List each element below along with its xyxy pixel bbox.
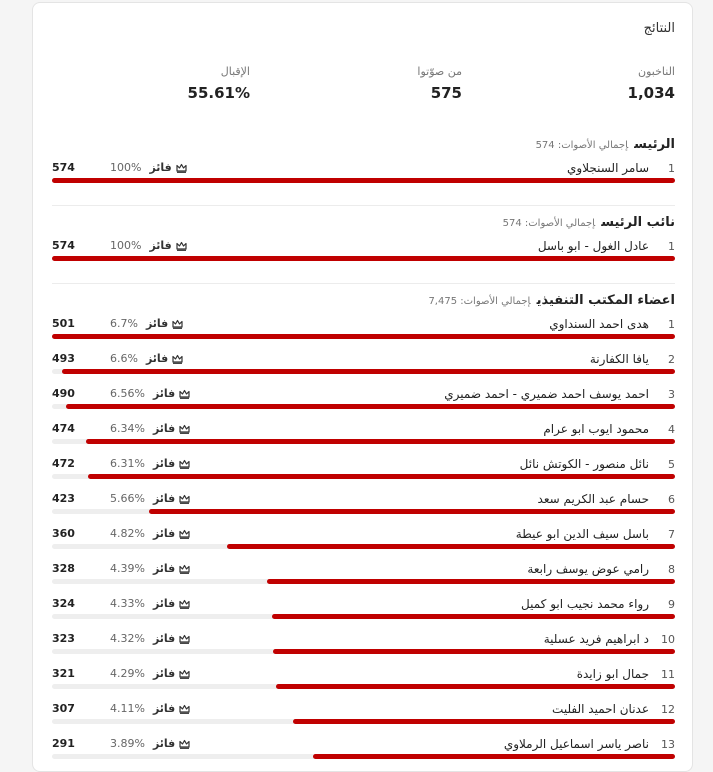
crown-icon — [179, 529, 190, 542]
stat-label: الناخبون — [638, 65, 675, 78]
vote-bar-fill — [62, 369, 675, 374]
crown-icon — [179, 704, 190, 717]
winner-label: فائز — [149, 239, 172, 252]
vote-bar-track — [52, 684, 675, 689]
vote-count: 323 — [52, 632, 75, 645]
vote-bar-fill — [276, 684, 675, 689]
vote-bar-fill — [66, 404, 675, 409]
winner-badge — [110, 317, 183, 332]
candidate-name: نائل منصور - الكوتش نائل — [519, 457, 649, 471]
vote-count: 490 — [52, 387, 75, 400]
vote-bar-fill — [267, 579, 675, 584]
crown-icon — [176, 241, 187, 254]
stat-label: من صوّتوا — [417, 65, 462, 78]
vote-bar-track — [52, 754, 675, 759]
section-header — [536, 133, 675, 151]
vote-bar-track — [52, 649, 675, 654]
winner-badge — [110, 352, 183, 367]
candidate-row — [52, 491, 675, 526]
vote-percentage: 6.34% — [110, 422, 145, 435]
vote-bar-track — [52, 509, 675, 514]
vote-bar-track — [52, 369, 675, 374]
winner-label: فائز — [152, 702, 176, 715]
crown-icon — [179, 634, 190, 647]
candidate-rank: 9 — [668, 598, 675, 611]
vote-percentage: 4.39% — [110, 562, 145, 575]
candidate-rank: 10 — [661, 633, 675, 646]
vote-bar-fill — [88, 474, 675, 479]
stat-value: 55.61% — [187, 84, 250, 102]
candidate-row — [52, 526, 675, 561]
vote-percentage: 4.29% — [110, 667, 145, 680]
vote-count: 324 — [52, 597, 75, 610]
section-divider — [52, 205, 675, 206]
vote-bar-track — [52, 334, 675, 339]
winner-badge — [110, 387, 190, 402]
vote-bar-track — [52, 178, 675, 183]
vote-count: 474 — [52, 422, 75, 435]
candidate-name: محمود ايوب ابو عرام — [543, 422, 649, 436]
crown-icon — [172, 354, 183, 367]
winner-badge — [110, 161, 187, 176]
candidate-rank: 8 — [668, 563, 675, 576]
candidate-row — [52, 456, 675, 491]
winner-badge — [110, 737, 190, 752]
candidate-row — [52, 666, 675, 701]
vote-count: 360 — [52, 527, 75, 540]
vote-bar-fill — [313, 754, 675, 759]
candidate-row — [52, 160, 675, 195]
results-card — [32, 2, 693, 772]
vote-bar-fill — [273, 649, 675, 654]
candidate-rank: 1 — [668, 240, 675, 253]
vote-percentage: 100% — [110, 239, 142, 252]
winner-label: فائز — [152, 422, 176, 435]
winner-label: فائز — [152, 597, 176, 610]
winner-label: فائز — [152, 737, 176, 750]
candidate-rank: 13 — [661, 738, 675, 751]
vote-bar-fill — [52, 334, 675, 339]
section-total-votes: إجمالي الأصوات: 7,475 — [428, 296, 531, 307]
winner-label: فائز — [149, 161, 172, 174]
vote-count: 574 — [52, 161, 75, 174]
vote-percentage: 4.33% — [110, 597, 145, 610]
vote-bar-track — [52, 544, 675, 549]
crown-icon — [179, 459, 190, 472]
candidate-row — [52, 316, 675, 351]
candidate-name: رواء محمد نجيب ابو كميل — [521, 597, 649, 611]
candidate-row — [52, 561, 675, 596]
vote-bar-fill — [52, 178, 675, 183]
vote-bar-track — [52, 614, 675, 619]
vote-count: 493 — [52, 352, 75, 365]
vote-bar-fill — [86, 439, 675, 444]
section-title: الرئيس — [634, 137, 675, 152]
candidate-rank: 2 — [668, 353, 675, 366]
candidate-rank: 4 — [668, 423, 675, 436]
vote-percentage: 6.7% — [110, 317, 138, 330]
stat-value: 575 — [430, 84, 462, 102]
vote-percentage: 4.82% — [110, 527, 145, 540]
vote-bar-track — [52, 474, 675, 479]
winner-badge — [110, 597, 190, 612]
vote-percentage: 6.6% — [110, 352, 138, 365]
candidate-rank: 1 — [668, 318, 675, 331]
section-header — [428, 289, 675, 307]
candidate-name: احمد يوسف احمد ضميري - احمد ضميري — [444, 387, 649, 401]
candidate-rank: 3 — [668, 388, 675, 401]
vote-bar-fill — [52, 256, 675, 261]
vote-bar-fill — [149, 509, 675, 514]
page-title: النتائج — [643, 21, 675, 36]
winner-badge — [110, 239, 187, 254]
candidate-row — [52, 238, 675, 273]
candidate-name: حسام عبد الكريم سعد — [537, 492, 649, 506]
candidate-row — [52, 631, 675, 666]
vote-bar-track — [52, 579, 675, 584]
vote-percentage: 6.56% — [110, 387, 145, 400]
winner-label: فائز — [152, 387, 176, 400]
candidate-name: عدنان احميد الفليت — [552, 702, 649, 716]
vote-count: 307 — [52, 702, 75, 715]
vote-percentage: 5.66% — [110, 492, 145, 505]
candidate-name: د ابراهيم فريد عسلية — [543, 632, 649, 646]
winner-badge — [110, 492, 190, 507]
vote-percentage: 6.31% — [110, 457, 145, 470]
candidate-name: جمال ابو زايدة — [576, 667, 649, 681]
section-total-votes: إجمالي الأصوات: 574 — [502, 218, 596, 229]
candidate-row — [52, 421, 675, 456]
vote-bar-track — [52, 404, 675, 409]
winner-badge — [110, 422, 190, 437]
candidate-rank: 7 — [668, 528, 675, 541]
vote-percentage: 4.11% — [110, 702, 145, 715]
candidate-name: باسل سيف الدين ابو عيطة — [515, 527, 649, 541]
section-title: نائب الرئيس — [601, 215, 675, 230]
vote-bar-track — [52, 719, 675, 724]
winner-label: فائز — [152, 457, 176, 470]
winner-badge — [110, 562, 190, 577]
crown-icon — [179, 389, 190, 402]
crown-icon — [179, 599, 190, 612]
winner-label: فائز — [152, 492, 176, 505]
crown-icon — [179, 424, 190, 437]
winner-badge — [110, 457, 190, 472]
vote-count: 423 — [52, 492, 75, 505]
crown-icon — [179, 669, 190, 682]
results-content — [52, 3, 675, 771]
vote-count: 501 — [52, 317, 75, 330]
stat-value: 1,034 — [627, 84, 675, 102]
winner-label: فائز — [152, 562, 176, 575]
winner-label: فائز — [152, 667, 176, 680]
winner-badge — [110, 632, 190, 647]
vote-bar-fill — [272, 614, 675, 619]
vote-count: 328 — [52, 562, 75, 575]
vote-count: 574 — [52, 239, 75, 252]
candidate-row — [52, 701, 675, 736]
stat-voted — [417, 65, 462, 102]
section-header — [503, 211, 675, 229]
vote-count: 291 — [52, 737, 75, 750]
crown-icon — [179, 494, 190, 507]
winner-label: فائز — [152, 527, 176, 540]
candidate-rank: 1 — [668, 162, 675, 175]
stat-label: الإقبال — [220, 65, 250, 78]
vote-bar-track — [52, 439, 675, 444]
candidate-name: يافا الكفارنة — [589, 352, 649, 366]
candidate-row — [52, 736, 675, 771]
stat-voters — [628, 65, 675, 102]
candidate-name: سامر السنجلاوي — [567, 161, 649, 175]
section-title: اعضاء المكتب التنفيذي — [536, 293, 675, 308]
winner-badge — [110, 527, 190, 542]
crown-icon — [172, 319, 183, 332]
candidate-rank: 12 — [661, 703, 675, 716]
section-divider — [52, 283, 675, 284]
vote-bar-fill — [293, 719, 675, 724]
winner-label: فائز — [152, 632, 176, 645]
winner-label: فائز — [145, 317, 169, 330]
candidate-row — [52, 386, 675, 421]
candidate-row — [52, 351, 675, 386]
candidate-name: رامي عوض يوسف رابعة — [527, 562, 649, 576]
vote-count: 472 — [52, 457, 75, 470]
candidate-rank: 6 — [668, 493, 675, 506]
winner-badge — [110, 667, 190, 682]
winner-label: فائز — [145, 352, 169, 365]
crown-icon — [176, 163, 187, 176]
vote-percentage: 100% — [110, 161, 142, 174]
candidate-name: عادل الغول - ابو باسل — [537, 239, 649, 253]
crown-icon — [179, 739, 190, 752]
vote-percentage: 4.32% — [110, 632, 145, 645]
candidate-rank: 5 — [668, 458, 675, 471]
candidate-rank: 11 — [661, 668, 675, 681]
stat-turnout — [188, 65, 250, 102]
candidate-name: هدى احمد السنداوي — [549, 317, 649, 331]
candidate-name: ناصر ياسر اسماعيل الرملاوي — [503, 737, 649, 751]
crown-icon — [179, 564, 190, 577]
vote-bar-fill — [227, 544, 675, 549]
vote-count: 321 — [52, 667, 75, 680]
section-total-votes: إجمالي الأصوات: 574 — [535, 140, 629, 151]
vote-percentage: 3.89% — [110, 737, 145, 750]
vote-bar-track — [52, 256, 675, 261]
stats-summary — [52, 65, 675, 107]
candidate-row — [52, 596, 675, 631]
winner-badge — [110, 702, 190, 717]
